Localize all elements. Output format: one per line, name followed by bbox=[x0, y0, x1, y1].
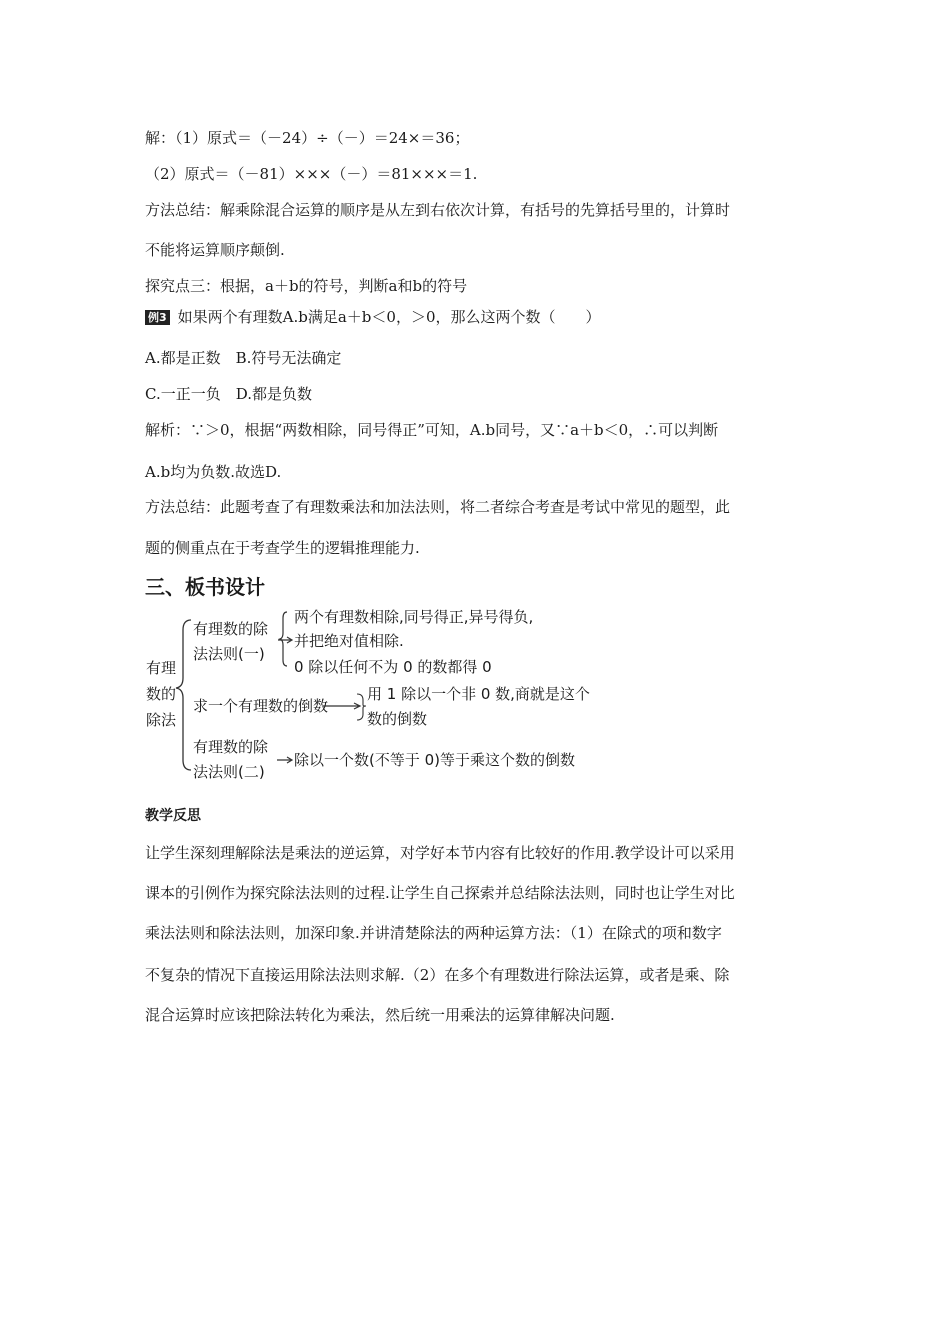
reciprocal-desc-b: 数的倒数 bbox=[367, 710, 428, 728]
root-label-3: 除法 bbox=[146, 711, 177, 729]
reflection-line-3: 乘法法则和除法法则，加深印象.并讲清楚除法的两种运算方法：（1）在除式的项和数字 bbox=[145, 924, 722, 942]
rule1-arrow bbox=[278, 637, 292, 643]
reflection-line-1: 让学生深刻理解除法是乘法的逆运算，对学好本节内容有比较好的作用.教学设计可以采用 bbox=[145, 844, 735, 862]
root-label-1: 有理 bbox=[146, 659, 177, 677]
explore-point-3-title: 探究点三：根据，a＋b的符号，判断a和b的符号 bbox=[145, 277, 468, 295]
root-label-2: 数的 bbox=[146, 685, 177, 703]
rule1-label-a: 有理数的除 bbox=[193, 620, 269, 638]
method-summary-2-line-a: 方法总结：此题考查了有理数乘法和加法法则，将二者综合考查是考试中常见的题型，此 bbox=[145, 498, 731, 516]
example-3-question bbox=[145, 307, 601, 327]
rule1-label-b: 法法则(一) bbox=[193, 645, 265, 663]
rule2-label-a: 有理数的除 bbox=[193, 738, 269, 756]
reflection-line-2: 课本的引例作为探究除法法则的过程.让学生自己探索并总结除法法则，同时也让学生对比 bbox=[145, 884, 735, 902]
reflection-line-4: 不复杂的情况下直接运用除法法则求解.（2）在多个有理数进行除法运算，或者是乘、除 bbox=[145, 966, 730, 984]
solution-line-2: （2）原式＝（－81）×××（－）＝81×××＝1. bbox=[145, 165, 478, 183]
analysis-line-b: A.b均为负数.故选D. bbox=[145, 463, 282, 481]
reciprocal-label: 求一个有理数的倒数 bbox=[193, 697, 329, 715]
reciprocal-arrow bbox=[323, 703, 360, 709]
method-summary-1-line-b: 不能将运算顺序颠倒. bbox=[145, 241, 285, 259]
rule2-label-b: 法法则(二) bbox=[193, 763, 265, 781]
main-brace bbox=[176, 620, 191, 770]
analysis-line-a: 解析：∵＞0，根据“两数相除，同号得正”可知，A.b同号，又∵a＋b＜0，∴可以判断 bbox=[145, 421, 719, 439]
options-a-b: A.都是正数 B.符号无法确定 bbox=[145, 349, 342, 367]
method-summary-2-line-b: 题的侧重点在于考查学生的逻辑推理能力. bbox=[145, 539, 420, 557]
board-design-heading: 三、板书设计 bbox=[145, 575, 265, 599]
rule2-arrow bbox=[277, 757, 292, 763]
rule1-desc-a: 两个有理数相除,同号得正,异号得负, bbox=[294, 608, 534, 626]
reflection-line-5: 混合运算时应该把除法转化为乘法，然后统一用乘法的运算律解决问题. bbox=[145, 1006, 615, 1024]
rule1-desc-b: 并把绝对值相除. bbox=[294, 632, 404, 650]
example-badge: 例3 bbox=[145, 310, 170, 325]
board-design-diagram bbox=[145, 600, 625, 785]
reflection-heading: 教学反思 bbox=[145, 808, 201, 824]
reciprocal-desc-a: 用 1 除以一个非 0 数,商就是这个 bbox=[367, 685, 590, 703]
rule1-brace bbox=[280, 612, 287, 666]
rule1-desc-c: 0 除以任何不为 0 的数都得 0 bbox=[294, 658, 492, 676]
rule2-desc: 除以一个数(不等于 0)等于乘这个数的倒数 bbox=[294, 751, 576, 769]
solution-line-1: 解：（1）原式＝（－24）÷（－）＝24×＝36； bbox=[145, 129, 470, 147]
options-c-d: C.一正一负 D.都是负数 bbox=[145, 385, 312, 403]
question-text: 如果两个有理数A.b满足a＋b＜0，＞0，那么这两个数（ ） bbox=[177, 308, 601, 326]
method-summary-1-line-a: 方法总结：解乘除混合运算的顺序是从左到右依次计算，有括号的先算括号里的，计算时 bbox=[145, 201, 731, 219]
